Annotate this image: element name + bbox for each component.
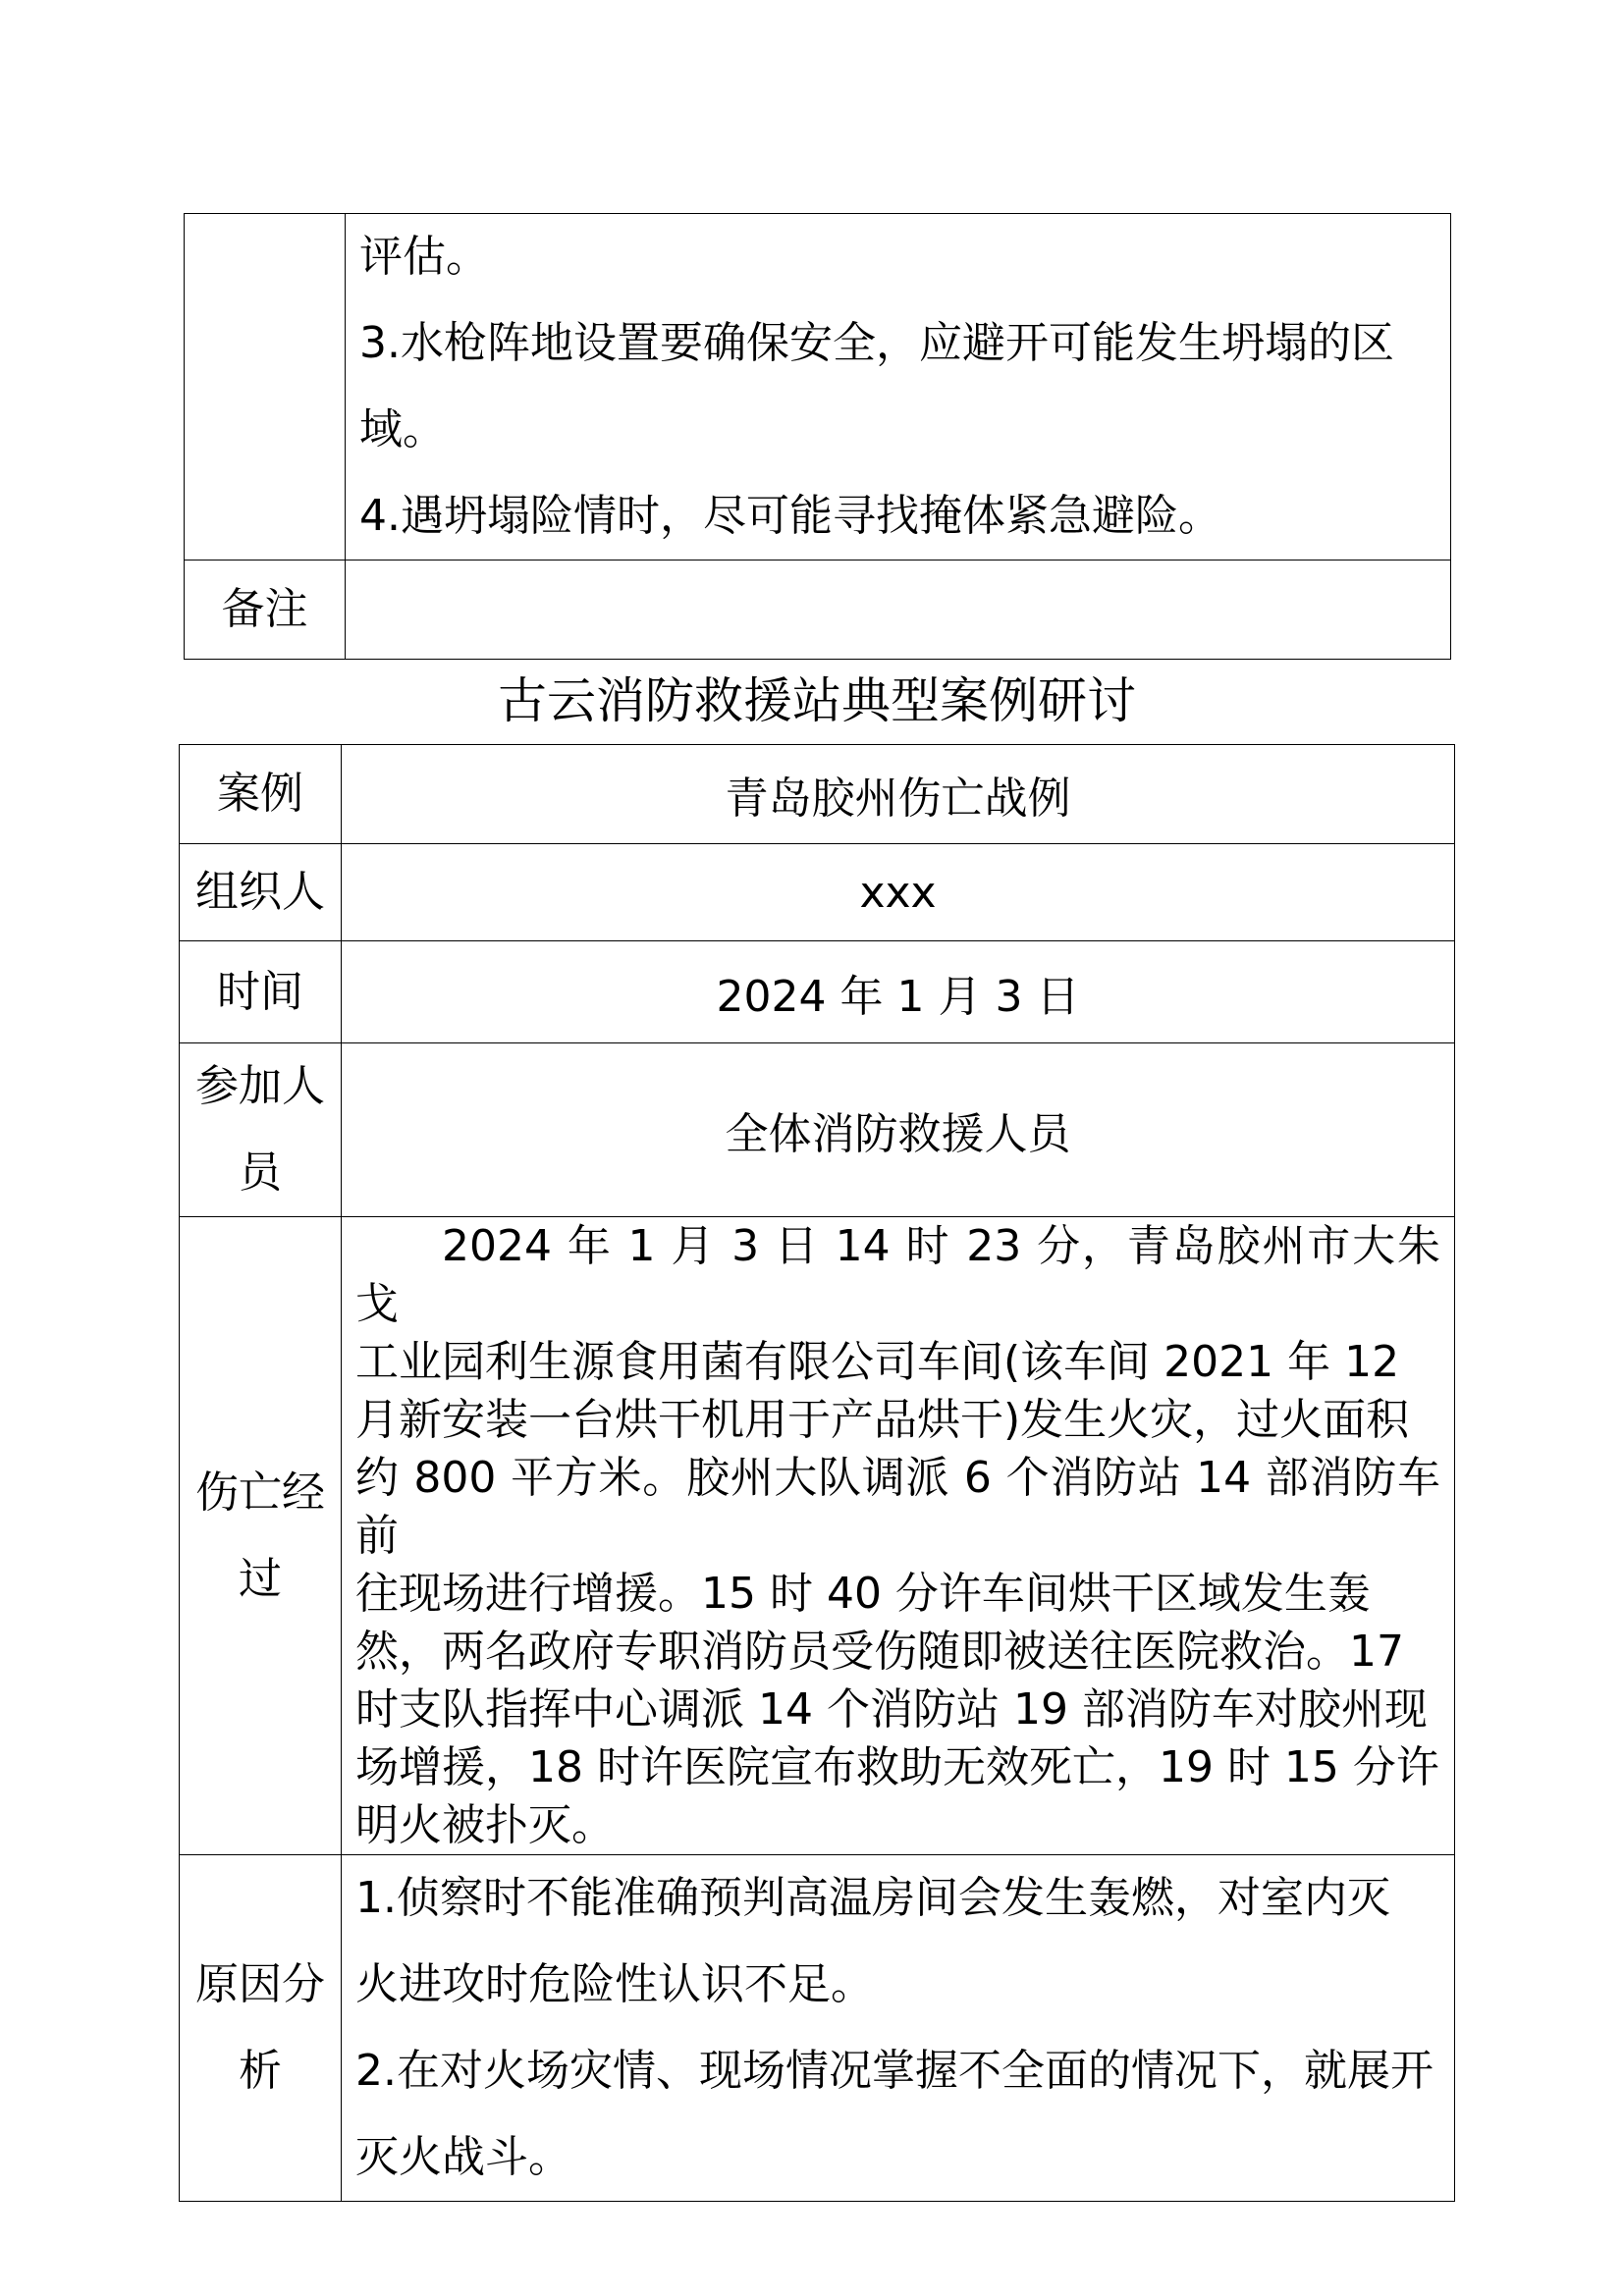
cause-content <box>342 1855 1455 2202</box>
case-value: 青岛胶州伤亡战例 <box>342 745 1455 844</box>
label-line: 过 <box>239 1553 282 1604</box>
case-label: 案例 <box>180 745 342 844</box>
precautions-content-cell <box>346 214 1451 561</box>
account-line: 工业园利生源食用菌有限公司车间(该车间 2021 年 12 <box>355 1337 1400 1387</box>
label-line: 员 <box>239 1148 282 1198</box>
participants-row <box>180 1043 1455 1217</box>
cause-line: 灭火战斗。 <box>355 2132 571 2182</box>
time-label: 时间 <box>180 941 342 1043</box>
remarks-row <box>185 561 1451 660</box>
text-line: 3.水枪阵地设置要确保安全，应避开可能发生坍塌的区 <box>359 318 1394 368</box>
precautions-table <box>184 213 1451 660</box>
account-label <box>180 1217 342 1855</box>
organizer-value: xxx <box>342 844 1455 941</box>
remarks-label: 备注 <box>185 561 346 660</box>
account-line: 约 800 平方米。胶州大队调派 6 个消防站 14 部消防车前 <box>355 1453 1440 1561</box>
case-row <box>180 745 1455 844</box>
text-line: 评估。 <box>359 232 489 282</box>
cause-line: 火进攻时危险性认识不足。 <box>355 1959 874 2009</box>
time-value: 2024 年 1 月 3 日 <box>342 941 1455 1043</box>
account-line: 场增援，18 时许医院宣布救助无效死亡，19 时 15 分许 <box>355 1742 1439 1792</box>
label-line: 参加人 <box>195 1061 325 1111</box>
page-title: 古云消防救援站典型案例研讨 <box>498 672 1136 729</box>
account-line: 然，两名政府专职消防员受伤随即被送往医院救治。17 <box>355 1627 1404 1677</box>
account-row <box>180 1217 1455 1855</box>
account-line: 往现场进行增援。15 时 40 分许车间烘干区域发生轰 <box>355 1569 1371 1619</box>
label-line: 析 <box>239 2046 282 2096</box>
account-content <box>342 1217 1455 1855</box>
account-line: 时支队指挥中心调派 14 个消防站 19 部消防车对胶州现 <box>355 1684 1428 1735</box>
cause-line: 1.侦察时不能准确预判高温房间会发生轰燃，对室内灭 <box>355 1873 1390 1923</box>
time-row <box>180 941 1455 1043</box>
account-line: 明火被扑灭。 <box>355 1800 615 1850</box>
precautions-label-cell <box>185 214 346 561</box>
precautions-row <box>185 214 1451 561</box>
organizer-label: 组织人 <box>180 844 342 941</box>
participants-value: 全体消防救援人员 <box>342 1043 1455 1217</box>
text-line: 4.遇坍塌险情时，尽可能寻找掩体紧急避险。 <box>359 491 1221 541</box>
account-line: 月新安装一台烘干机用于产品烘干)发生火灾，过火面积 <box>355 1395 1410 1445</box>
cause-row <box>180 1855 1455 2202</box>
text-line: 域。 <box>359 404 446 454</box>
account-line: 2024 年 1 月 3 日 14 时 23 分，青岛胶州市大朱戈 <box>355 1221 1440 1329</box>
cause-line: 2.在对火场灾情、现场情况掌握不全面的情况下，就展开 <box>355 2046 1434 2096</box>
cause-label <box>180 1855 342 2202</box>
label-line: 原因分 <box>195 1959 325 2009</box>
label-line: 伤亡经 <box>195 1467 325 1518</box>
organizer-row <box>180 844 1455 941</box>
participants-label <box>180 1043 342 1217</box>
remarks-value <box>346 561 1451 660</box>
case-study-table <box>179 744 1455 2202</box>
